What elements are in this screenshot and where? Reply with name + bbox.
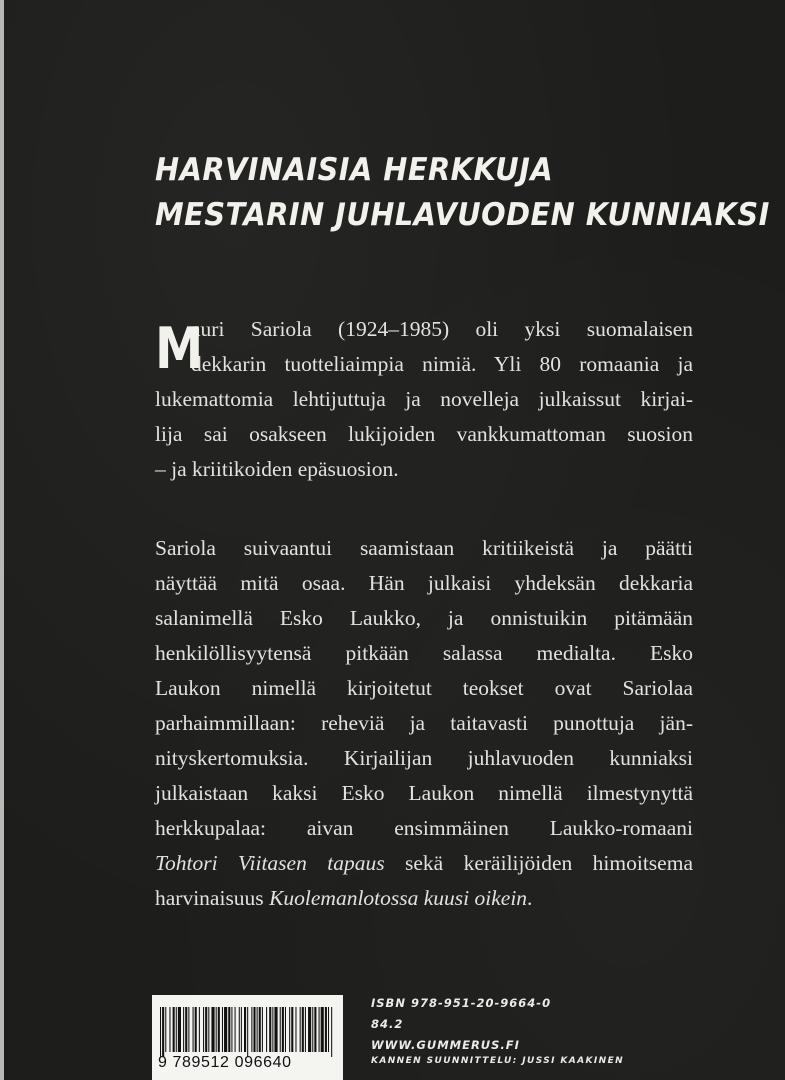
paragraph-line: näyttää mitä osaa. Hän julkaisi yhdeksän dekkaria [155,571,693,595]
page-edge [0,0,4,1080]
isbn-barcode [152,995,343,1080]
paragraph-line: julkaistaan kaksi Esko Laukon nimellä ilmestynyttä [155,781,693,805]
paragraph-line: Sariola suivaantui saamistaan kritiikeistä ja päätti [155,536,693,560]
paragraph-line-with-title [155,846,693,881]
paragraph-line: auri Sariola (1924–1985) oli yksi suomalaisen [191,317,693,341]
paragraph-line: herkkupalaa: aivan ensimmäinen Laukko-romaani [155,816,693,840]
paragraph-line: nityskertomuksia. Kirjailijan juhlavuoden kunniaksi [155,746,693,770]
paragraph-line: henkilöllisyytensä pitkään salassa medialta. Esko [155,641,693,665]
paragraph-line: lukemattomia lehtijuttuja ja novelleja julkaissut kirjai- [155,387,693,411]
paragraph-line-with-title [155,881,693,916]
classification-code: 84.2 [371,1017,404,1031]
paragraph-line: Laukon nimellä kirjoitetut teokset ovat Sariolaa [155,676,693,700]
paragraph-line-rest: sekä keräilijöiden himoitsema [384,851,693,875]
headline [155,148,770,238]
headline-line-1: HARVINAISIA HERKKUJA [155,152,554,188]
book-title-tohtori-viitasen-tapaus: Tohtori Viitasen tapaus [155,851,385,875]
cover-design-credit: KANNEN SUUNNITTELU: JUSSI KAAKINEN [371,1056,625,1066]
paragraph-line: lija sai osakseen lukijoiden vankkumattoman suosion [155,422,693,446]
paragraph-line: – ja kriitikoiden epäsuosion. [155,457,399,481]
paragraph-line: parhaimmillaan: reheviä ja taitavasti punottuja jän- [155,711,693,735]
paragraph-line: salanimellä Esko Laukko, ja onnistuikin pitämään [155,606,693,630]
headline-line-2: MESTARIN JUHLAVUODEN KUNNIAKSI [155,197,770,233]
paragraph-main [155,531,693,916]
publisher-website: WWW.GUMMERUS.FI [371,1038,520,1052]
barcode-digits: 9 789512 096640 [158,1054,292,1071]
drop-cap: M [155,316,204,382]
publisher-info [371,993,631,1068]
barcode-bars [160,1007,335,1057]
paragraph-line-start: harvinaisuus [155,886,270,910]
isbn-number: ISBN 978-951-20-9664-0 [371,996,552,1010]
book-title-kuolemanlotossa-kuusi-oikein: Kuolemanlotossa kuusi oikein [269,886,528,910]
paragraph-line: dekkarin tuotteliaimpia nimiä. Yli 80 romaania ja [191,352,693,376]
paragraph-intro [155,312,693,487]
paragraph-line-end: . [527,886,533,910]
